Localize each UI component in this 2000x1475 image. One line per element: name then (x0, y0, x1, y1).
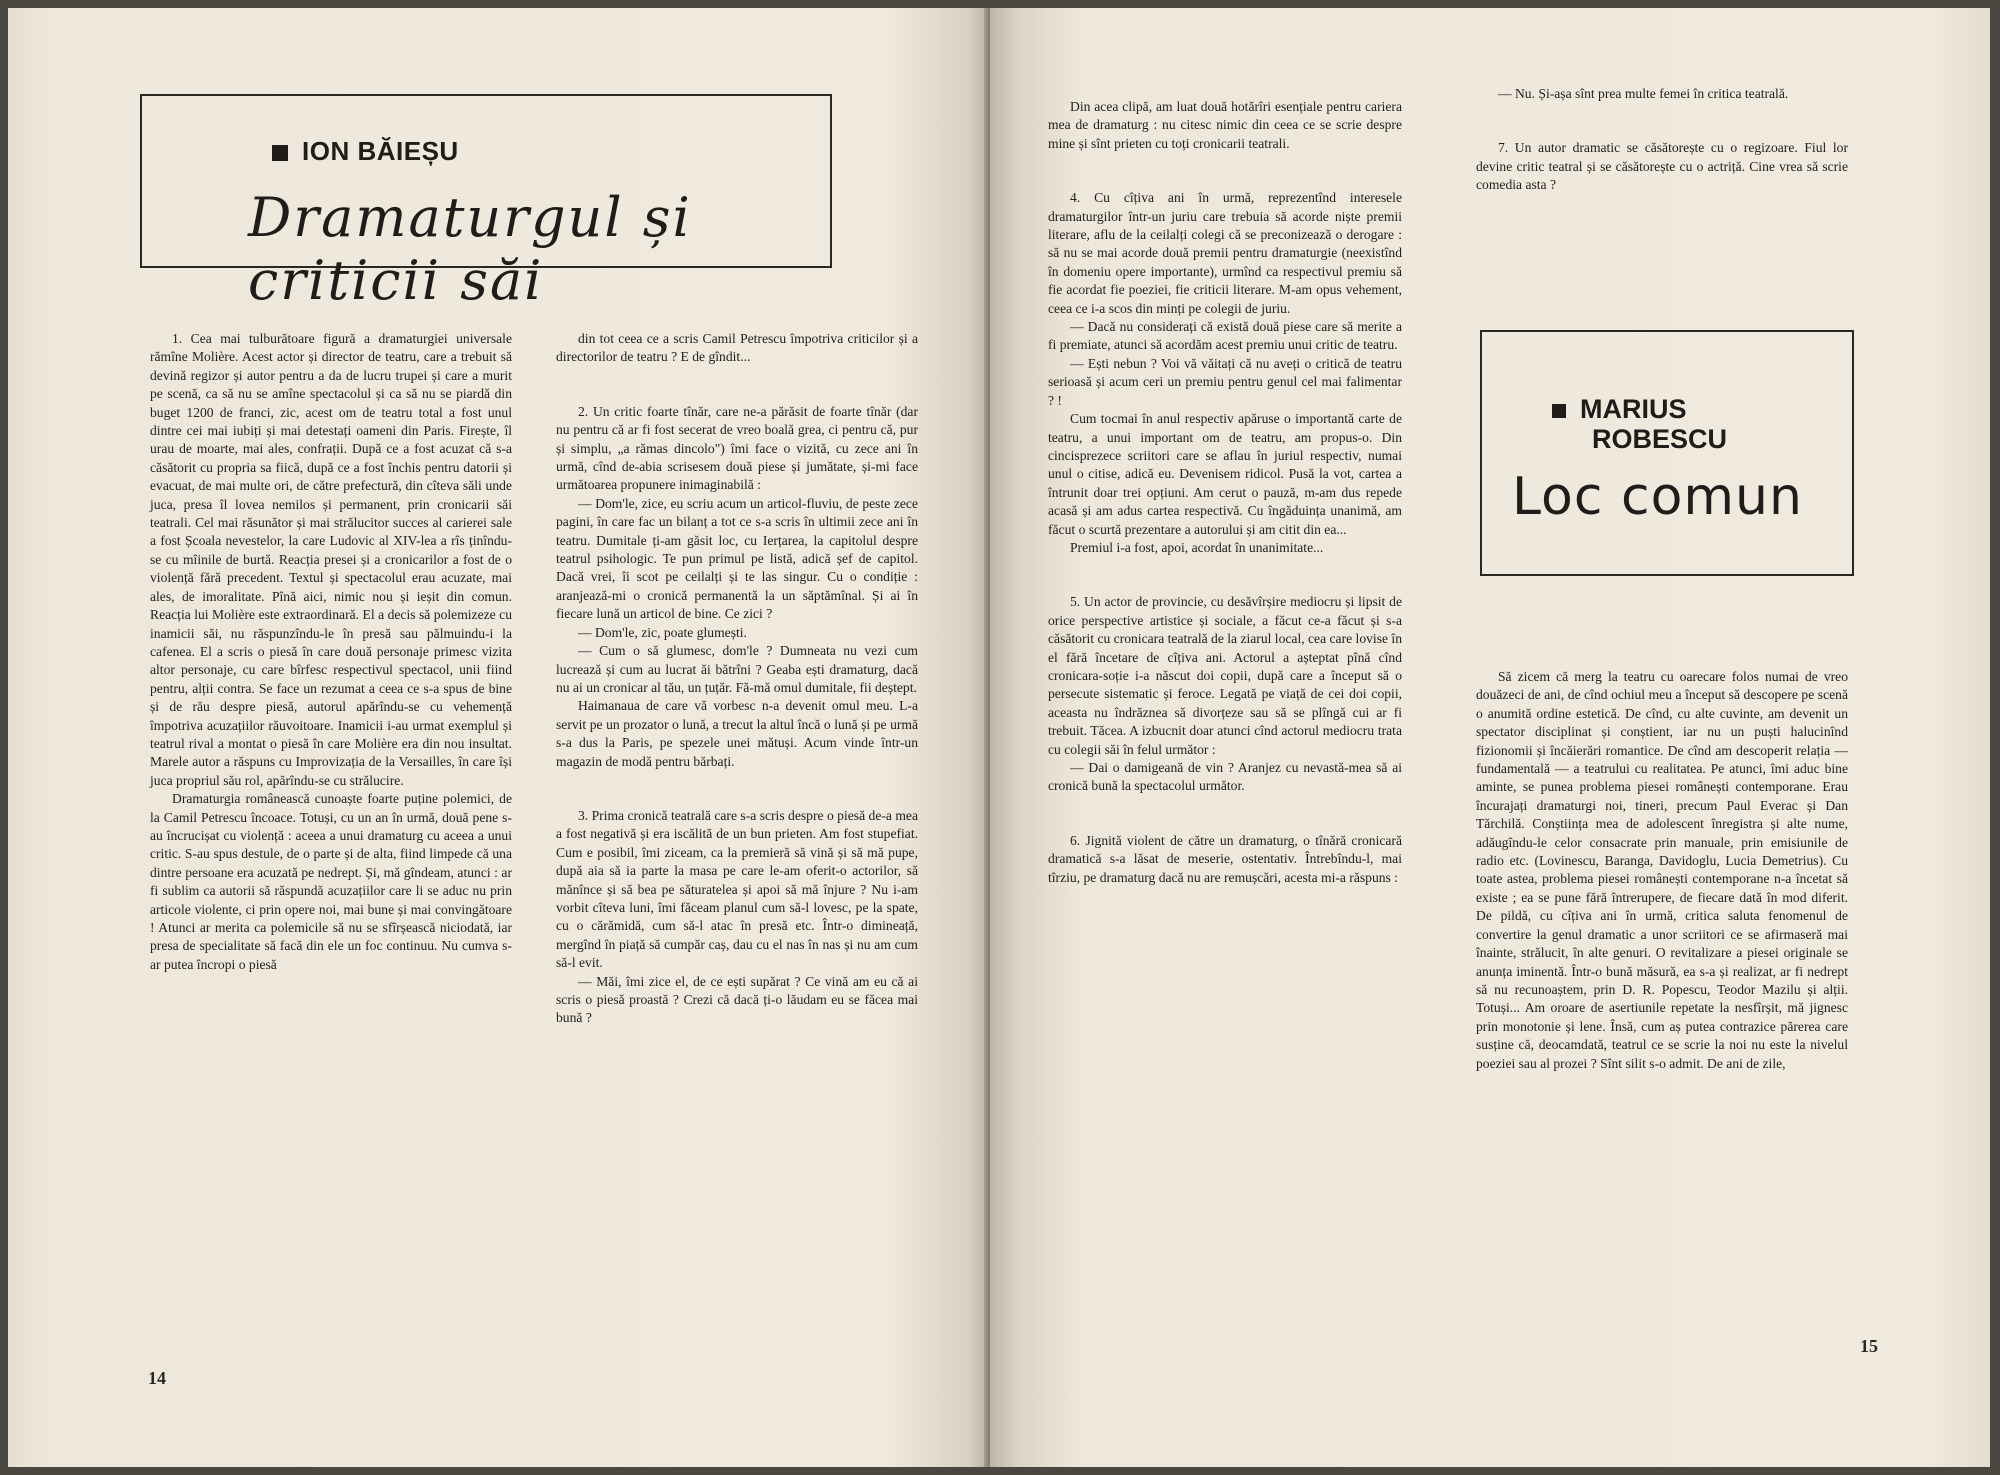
left-column-1 (150, 330, 512, 974)
paragraph: — Dacă nu considerați că există două piese care să merite a fi premiate, atunci să acordăm acest premiu unui critic de teatru. (1048, 319, 1402, 353)
page-number-right: 15 (1860, 1336, 1878, 1356)
section-2: 2. Un critic foarte tînăr, care ne-a părăsit de foarte tînăr (dar nu pentru că ar fi fost secerat de vreo boală grea, ci pentru că, pur și simplu, „a rămas dincolo") îmi face o vizită, cu zece ani în urmă, cînd de-abia scrisesem două piese și jumătate, și-mi face următoarea propunere inimaginabilă : (556, 403, 918, 493)
section-4: 4. Cu cîțiva ani în urmă, reprezentînd interesele dramaturgilor într-un juriu care trebuia să acorde niște premii literare, aflu de la ceilalți colegi că se preconizează o derogare : să nu se mai acorde două premii pentru dramaturgie (neexistînd în domeniu opere importante), urmînd ca respectivul premiu să fie acordat fie poeziei, fie criticii literare. M-am opus vehement, ceea ce i-a scos din minți pe colegii de juriu. (1048, 190, 1402, 316)
section-6: 6. Jignită violent de către un dramaturg, o tînără cronicară dramatică s-a lăsat de meserie, ostentativ. Întrebîndu-l, mai tîrziu, pe dramaturg dacă nu are remușcări, acesta mi-a răspuns : (1048, 832, 1402, 885)
paragraph: Premiul i-a fost, apoi, acordat în unanimitate... (1070, 539, 1324, 555)
paragraph: — Ești nebun ? Voi vă văitați că nu aveți o critică de teatru serioasă și acum ceri un premiu pentru genul cel mai falimentar ? ! (1048, 355, 1402, 408)
left-article-title: Dramaturgul și criticii săi (248, 186, 692, 312)
section-7: 7. Un autor dramatic se căsătorește cu o regizoare. Fiul lor devine critic teatral și se căsătorește cu o actriță. Cine vrea să scrie comedia asta ? (1476, 140, 1848, 193)
paragraph: — Nu. Și-așa sînt prea multe femei în critica teatrală. (1498, 86, 1789, 101)
paragraph: Să zicem că merg la teatru cu oarecare folos numai de vreo douăzeci de ani, de cînd ochiul meu a început să descopere pe scenă o anumită ordine estetică. De cînd, cu alte cuvinte, am devenit un spectator disciplinat și conștient, iar nu un puști halucinînd fizionomii și încăierări romantice. De cînd am descoperit relația — fundamentală — a teatrului cu realitatea. Pe atunci, îmi aduc bine aminte, se punea problema piesei românești contemporane. Erau încurajați dramaturgi noi, tineri, precum Paul Everac și Dan Tărchilă. Conștiința mea de adolescent înregistra și alte nume, adăugîndu-le celor consacrate prin manuale, prin emisiunile de radio etc. (Lovinescu, Baranga, Davidoglu, Lucia Demetrius). Cu toate astea, problema piesei românești contemporane n-a încetat să existe ; ea se pune fără întrerupere, de fiecare dată în mod diferit. De pildă, cu cîțiva ani în urmă, critica saluta fenomenul de convertire la genul dramatic a unor scriitori ce se afirmaseră mai înainte, strălucit, în alte genuri. O revitalizare a piesei originale se anunța iminentă. Într-o bună măsură, ea s-a și realizat, ar fi nedrept să nu recunoaștem, prin D. R. Popescu, Teodor Mazilu și alții. Totuși... Am oroare de asertiunile repetate la nesfîrșit, mă jignesc prin monotonie și lene. Însă, cum aș putea contrazice părerea care susține că, deocamdată, teatrul ce se scrie la noi nu este la nivelul poeziei sau al prozei ? Sînt silit s-o admit. De ani de zile, (1476, 669, 1848, 1071)
paragraph: — Cum o să glumesc, dom'le ? Dumneata nu vezi cum lucrează și cum au lucrat ăi bătrîni ? Geaba ești dramaturg, dacă nu ai un cronicar al tău, un țuțăr. Fă-mă omul dumitale, fii deștept. (556, 643, 918, 695)
right-author (1552, 394, 1727, 454)
section-3: 3. Prima cronică teatrală care s-a scris despre o piesă de-a mea a fost negativă și era iscălită de un bun prieten. Am fost stupefiat. Cum e posibil, îmi ziceam, ca la premieră să vină și să mă pupe, după aia să ia parte la masa pe care le-am oferit-o actorilor, să mănînce și să bea pe săturatelea și apoi să mă înjure ? Nu i-am vorbit cîteva luni, îmi făceam planul cum să-l lovesc, pe la spate, cu o cărămidă, cum să-l atac în presă etc. Într-o dimineață, mergînd în piață să cumpăr caș, dau cu el nas în nas și nu am cum să-l evit. (556, 807, 918, 971)
right-column-2-top (1476, 85, 1848, 195)
left-article-header (140, 94, 832, 312)
paragraph: Dramaturgia românească cunoaște foarte puține polemici, de la Camil Petrescu încoace. Totuși, cu un an în urmă, două pene s-au încrucișat cu violență : aceea a unui dramaturg cu aceea a unui critic. S-au spus destule, de o parte și de alta, fiind limpede că una dintre persoane era acuzată pe nedrept. Și, mă gîndeam, atunci : ar fi sublim ca autorii să răspundă acuzațiilor care li se aduc nu prin articole violente, ci prin opere noi, mai bune și mai convingătoare ! Atunci ar merita ca polemicile să nu se sfîrșească niciodată, iar presa de specialitate să facă din ele un foc continuu. Nu cumva s-ar putea încropi o piesă (150, 791, 512, 972)
paragraph: Cum tocmai în anul respectiv apăruse o importantă carte de teatru, a unui important om de teatru, am propus-o. Din cincisprezece scriitori care se aflau în juriul respectiv, numai unul o citise, adică eu. Devenisem ridicol. Pusă la vot, cartea a întrunit doar trei opțiuni. Am cerut o pauză, m-am dus repede acasă și am adus cartea respectivă. Cu îngăduința unanimă, am făcut o scurtă prezentare a autorului și am citit din ea... (1048, 411, 1402, 537)
paragraph: Din acea clipă, am luat două hotărîri esențiale pentru cariera mea de dramaturg : nu citesc nimic din ceea ce se scrie despre mine și sînt prieten cu toți cronicarii teatrali. (1048, 99, 1402, 151)
paragraph: — Măi, îmi zice el, de ce ești supărat ? Ce vină am eu că ai scris o piesă proastă ? Crezi că dacă ți-o lăudam eu se făcea mai bună ? (556, 973, 918, 1026)
right-column-1 (1048, 98, 1402, 887)
paragraph: — Dom'le, zic, poate glumești. (578, 624, 747, 640)
right-article-title: Loc comun (1512, 467, 1803, 527)
right-author-last: ROBESCU (1592, 424, 1728, 454)
left-page (8, 8, 990, 1467)
paragraph: din tot ceea ce a scris Camil Petrescu împotriva criticilor și a directorilor de teatru ? E de gîndit... (556, 331, 918, 365)
paragraph: Haimanaua de care vă vorbesc n-a devenit omul meu. L-a servit pe un prozator o lună, a trecut la altul încă o lună și pe urmă s-a dus la Paris, pe spezele unei mătuși. Acum vinde într-un magazin de modă pentru bărbați. (556, 698, 918, 769)
square-bullet-icon (1552, 404, 1566, 418)
section-5: 5. Un actor de provincie, cu desăvîrșire mediocru și lipsit de orice perspective artistice și sociale, a făcut ce-a făcut și s-a căsătorit cu cronicara teatrală de la ziarul local, cea care lovise în el fără încetare de cîțiva ani. Actorul a așteptat pînă cînd cronicara-soție i-a născut doi copii, după care a început să o persecute sistematic și feroce. Legată pe viață de cei doi copii, aceasta nu îndrăznea să divorțeze sau să se plîngă cui ar fi trebuit. Tăcea. A izbucnit doar atunci cînd actorul mediocru trata cu colegii săi în felul următor : (1048, 594, 1402, 757)
paragraph: — Dom'le, zice, eu scriu acum un articol-fluviu, de peste zece pagini, în care fac un bilanț a tot ce s-a scris în ultimii zece ani în teatru. Dumitale ți-am găsit loc, cu Ierțarea, la capitolul despre teatrul psihologic. Te pun primul pe listă, adică șef de capitol. Dacă vrei, îi scot pe ceilalți și te las singur. Cu o condiție : aranjează-mi o cronică permanentă la un săptămînal. Și ai în fiecare lună un articol de bine. Ce zici ? (556, 495, 918, 622)
right-author-first: MARIUS (1580, 394, 1687, 424)
paragraph: — Dai o damigeană de vin ? Aranjez cu nevastă-mea să ai cronică bună la spectacolul următor. (1048, 760, 1402, 794)
page-number-left: 14 (148, 1368, 166, 1388)
paragraph: 1. Cea mai tulburătoare figură a dramaturgiei universale rămîne Molière. Acest actor și director de teatru, care a trebuit să devină regizor și autor pentru a da de lucru trupei și care a murit pe scenă, ca să nu se amîne spectacolul și ca să nu se piardă din buget 1200 de franci, zic, acest om de teatru total a fost unul dintre cei mai iubiți și mai detestați oameni din Paris. Firește, îl urau de moarte, mai ales, confrații. După ce a fost acuzat că s-a căsătorit cu propria sa fiică, după ce a fost închis pentru datorii și evacuat, de mai multe ori, de către prefectură, din cîteva săli unde juca, presa îl lovea nemilos și permanent, prin cronicarii săi teatrali. Cel mai răsunător și mai strălucitor succes al carierei sale a fost Școala nevestelor, la care Ludovic al XIV-lea a rîs ținîndu-se cu mîinile de burtă. Reacția presei și a cronicarilor a fost de o violență fără precedent. Textul și spectacolul erau acuzate, mai ales, de imoralitate. Pînă aici, nimic nou și ieșit din comun. Reacția lui Molière este extraordinară. El a decis să polemizeze cu inamicii săi, nu răspunzîndu-le în presă sau pălmuindu-i la cafenea. El a scris o piesă în care două personaje primesc vizita altor personaje, cu care bîrfesc respectivul spectacol, unii fiind pentru, alții contra. Se face un rezumat a ceea ce s-a spus de bine și de rău despre piesă, autorul apărîndu-se cu vehemență împotriva acuzațiilor răuvoitoare. Inamicii i-au urmat exemplul și teatrul rival a montat o piesă în care Molière era din nou insultat. Marele autor a răspuns cu Improvizația de la Versailles, în care își juca propriul său rol, apărîndu-se cu strălucire. (150, 331, 512, 788)
left-column-2 (556, 330, 918, 1028)
left-author (272, 136, 459, 167)
square-bullet-icon (272, 145, 288, 161)
right-column-2-article (1476, 668, 1848, 1073)
right-article-header (1480, 330, 1854, 576)
left-author-name: ION BĂIEȘU (302, 136, 459, 166)
